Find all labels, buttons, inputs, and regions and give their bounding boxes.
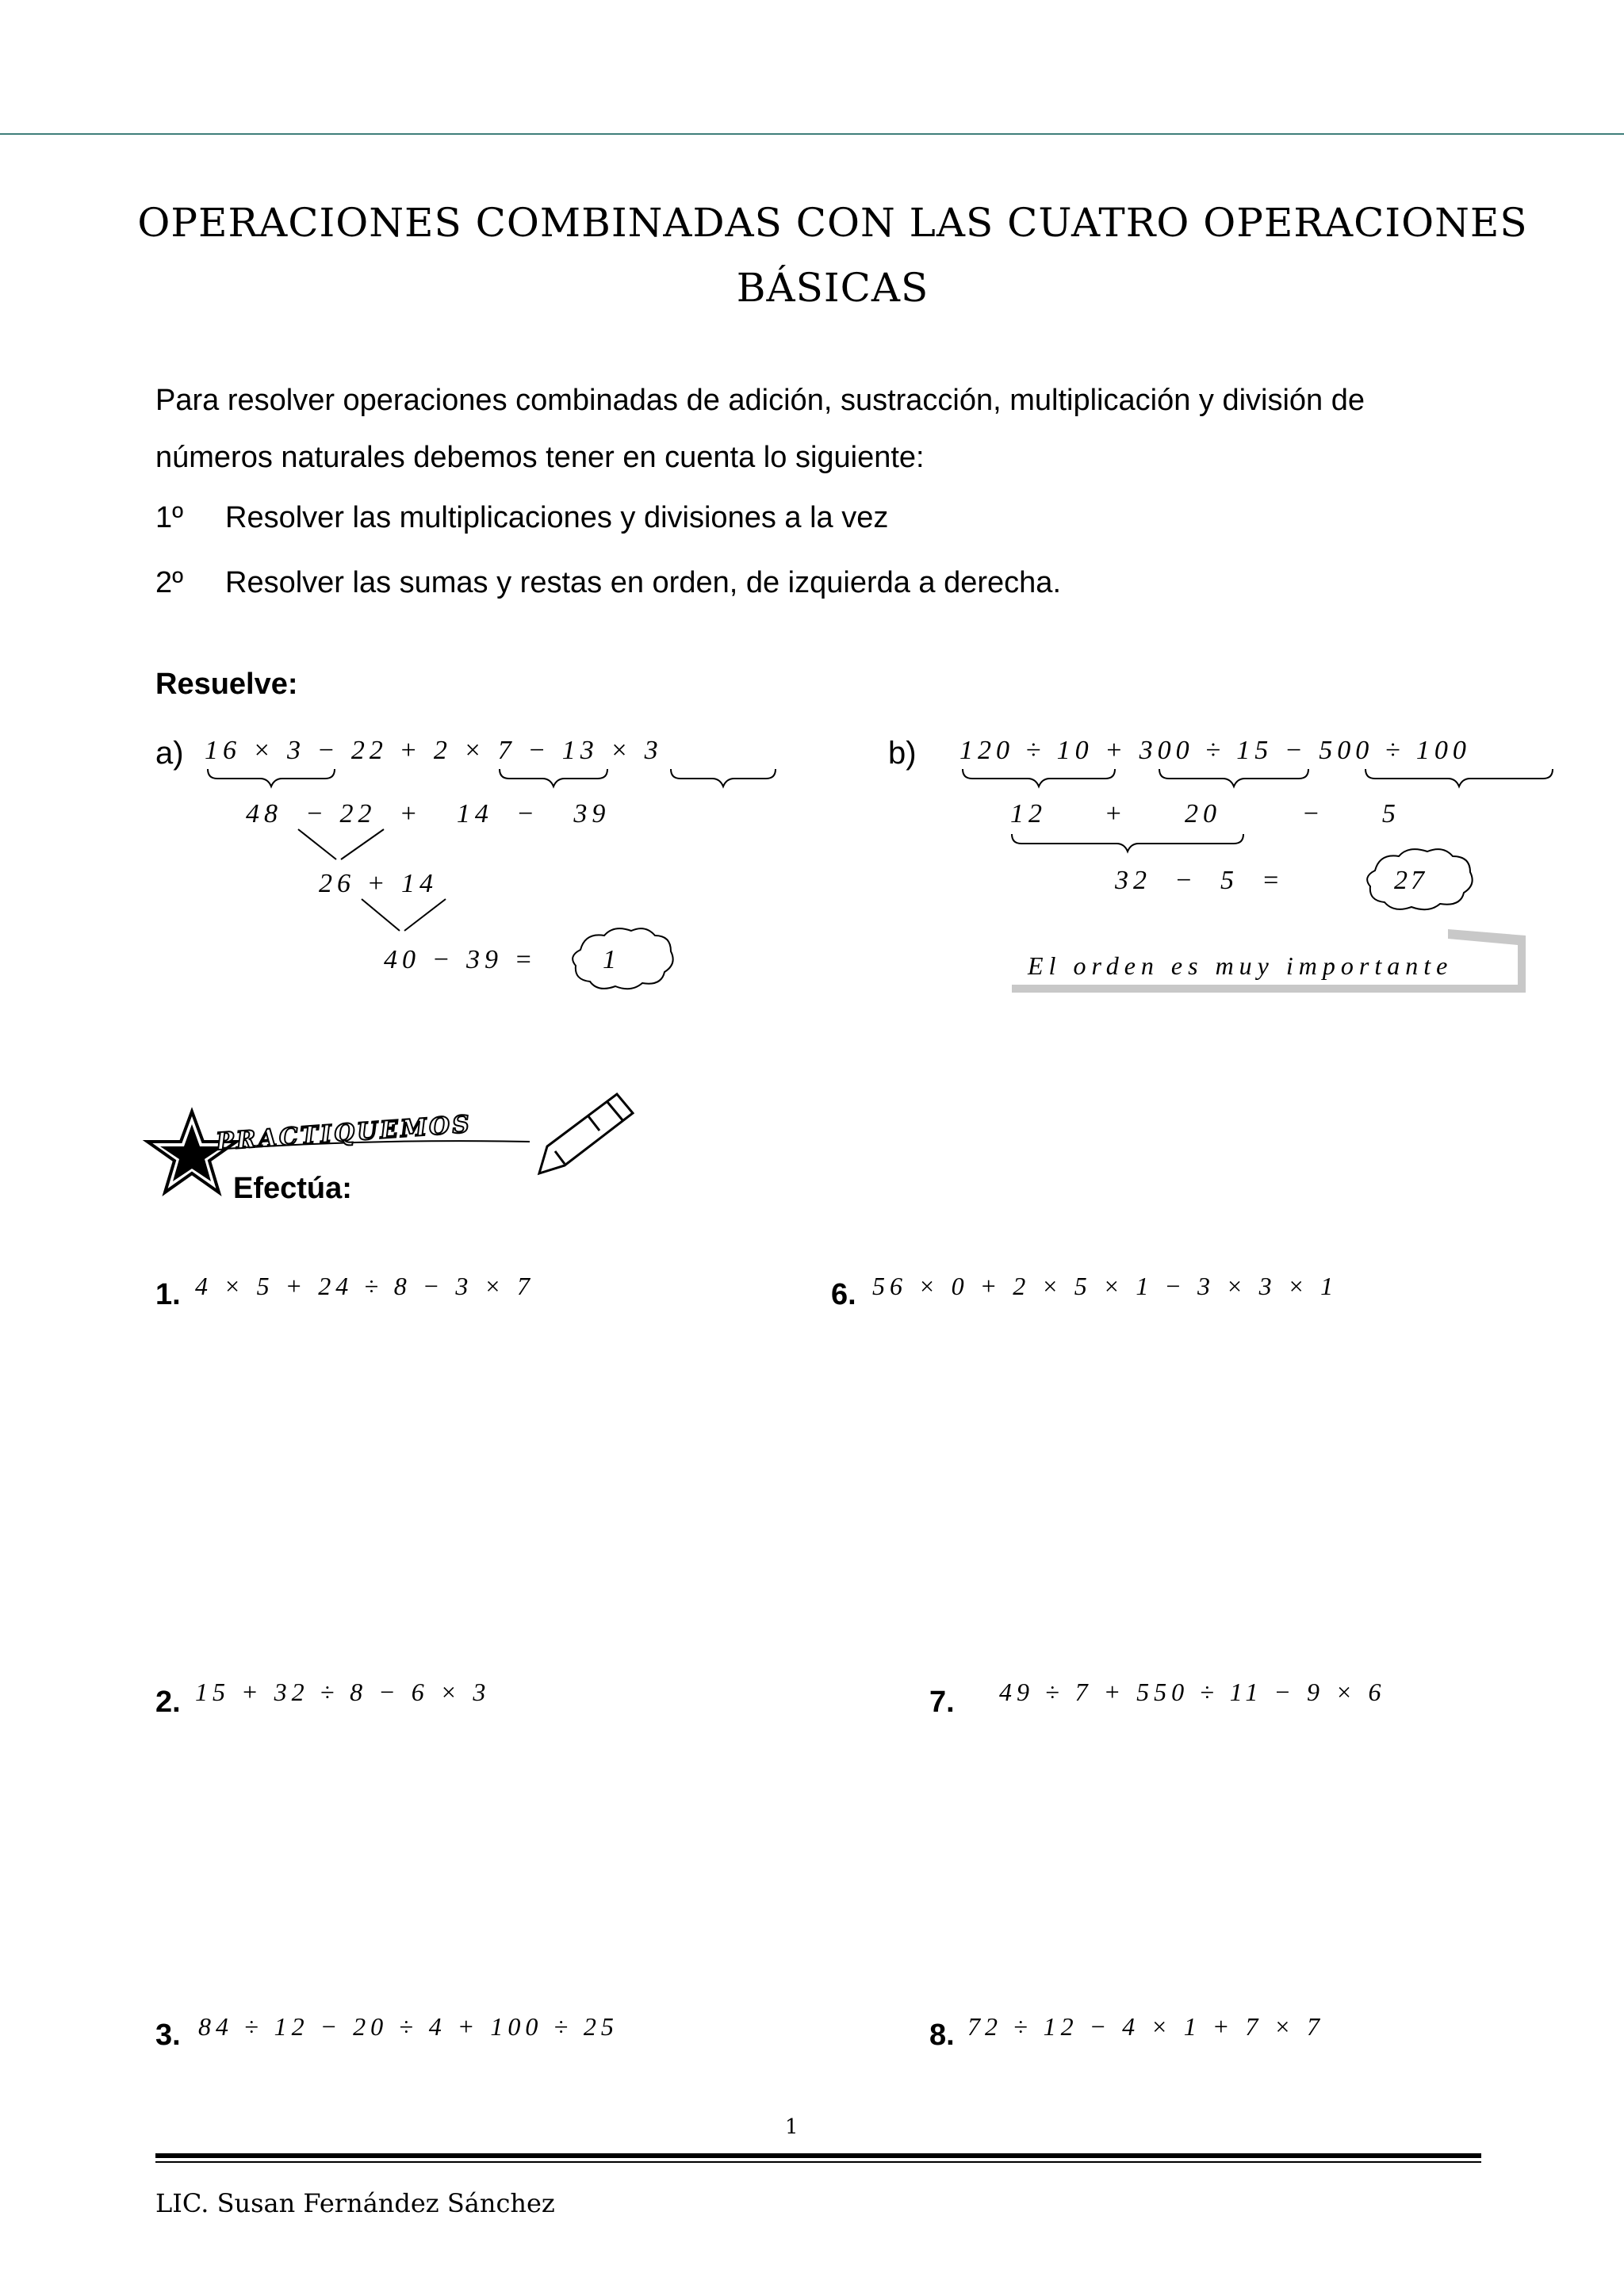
intro-line-1: Para resolver operaciones combinadas de adición, sustracción, multiplicación y división de xyxy=(155,384,1365,417)
connector-a-4 xyxy=(404,899,446,931)
example-a-label: a) xyxy=(155,736,184,771)
example-b-label: b) xyxy=(888,736,917,771)
exercise-6-number: 6. xyxy=(831,1278,856,1311)
answer-cloud-a xyxy=(573,928,673,989)
footer-author: LIC. Susan Fernández Sánchez xyxy=(155,2188,555,2218)
rule-1-text: Resolver las multiplicaciones y divisiones a la vez xyxy=(225,501,889,534)
example-b-answer: 27 xyxy=(1394,866,1427,895)
answer-cloud-b xyxy=(1367,849,1473,909)
resuelve-heading: Resuelve: xyxy=(155,668,298,701)
example-a-expression: 16 × 3 − 22 + 2 × 7 − 13 × 3 xyxy=(205,736,663,765)
motto-text: El orden es muy importante xyxy=(1028,951,1454,980)
example-a-step-3: 40 − 39 = xyxy=(384,945,538,974)
example-b-step-2: 32 − 5 = xyxy=(1115,866,1285,895)
efectua-heading: Efectúa: xyxy=(233,1172,352,1205)
page-number: 1 xyxy=(785,2115,799,2139)
example-a-step-2: 26 + 14 xyxy=(319,869,438,898)
brace-a-2 xyxy=(500,769,607,786)
connector-a-1 xyxy=(298,829,336,859)
brace-b-2 xyxy=(1159,769,1308,786)
example-b-expression: 120 ÷ 10 + 300 ÷ 15 − 500 ÷ 100 xyxy=(959,736,1471,765)
exercise-7-expression: 49 ÷ 7 + 550 ÷ 11 − 9 × 6 xyxy=(999,1678,1386,1706)
brace-a-3 xyxy=(671,769,776,786)
exercise-1-number: 1. xyxy=(155,1278,181,1311)
exercise-7-number: 7. xyxy=(929,1686,955,1719)
connector-a-3 xyxy=(362,899,400,931)
rule-2-text: Resolver las sumas y restas en orden, de izquierda a derecha. xyxy=(225,566,1061,599)
rule-1-number: 1º xyxy=(155,501,184,534)
motto-frame xyxy=(1012,929,1526,993)
example-a-answer: 1 xyxy=(603,945,619,974)
brace-b-4 xyxy=(1012,834,1243,851)
brace-b-1 xyxy=(963,769,1115,786)
title-line-2: BÁSICAS xyxy=(736,265,929,311)
pencil-icon xyxy=(539,1094,633,1173)
exercise-3-number: 3. xyxy=(155,2019,181,2052)
footer-rule-thin xyxy=(155,2161,1481,2163)
exercise-6-expression: 56 × 0 + 2 × 5 × 1 − 3 × 3 × 1 xyxy=(872,1272,1339,1300)
footer-rule-thick xyxy=(155,2153,1481,2158)
example-a-step-1: 48 − 22 + 14 − 39 xyxy=(246,799,611,828)
exercise-8-expression: 72 ÷ 12 − 4 × 1 + 7 × 7 xyxy=(967,2012,1324,2041)
rule-2-number: 2º xyxy=(155,566,184,599)
intro-line-2: números naturales debemos tener en cuenta lo siguiente: xyxy=(155,441,925,474)
title-line-1: OPERACIONES COMBINADAS CON LAS CUATRO OPERACIONES xyxy=(137,200,1528,246)
example-b-step-1: 12 + 20 − 5 xyxy=(1010,799,1400,828)
practiquemos-banner: PRACTIQUEMOS xyxy=(215,1110,473,1157)
brace-a-1 xyxy=(208,769,335,786)
brace-b-3 xyxy=(1365,769,1553,786)
exercise-8-number: 8. xyxy=(929,2019,955,2052)
exercise-2-number: 2. xyxy=(155,1686,181,1719)
connector-a-2 xyxy=(341,829,384,859)
exercise-2-expression: 15 + 32 ÷ 8 − 6 × 3 xyxy=(195,1678,491,1706)
exercise-3-expression: 84 ÷ 12 − 20 ÷ 4 + 100 ÷ 25 xyxy=(198,2012,619,2041)
exercise-1-expression: 4 × 5 + 24 ÷ 8 − 3 × 7 xyxy=(195,1272,534,1300)
